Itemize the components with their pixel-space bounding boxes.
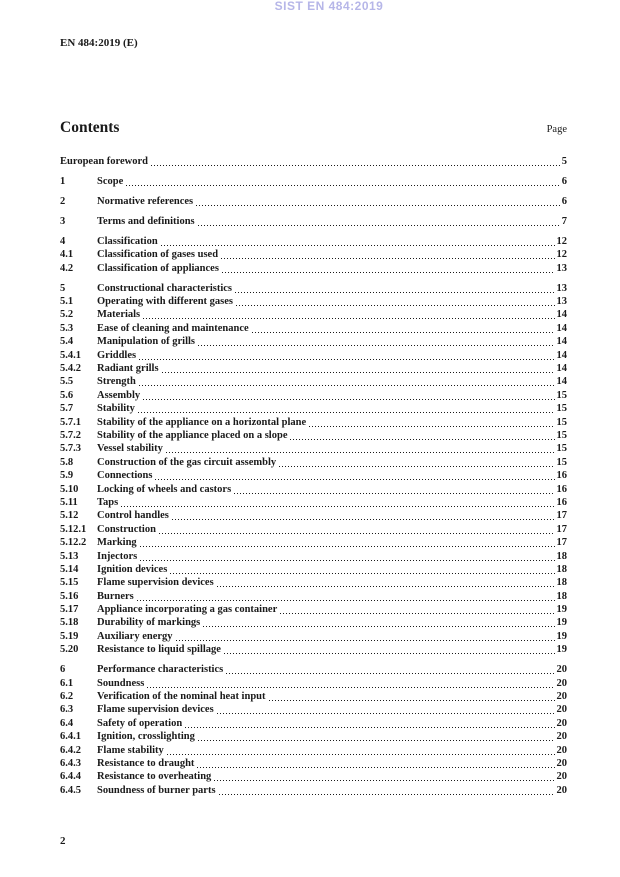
toc-entry-page: 6 xyxy=(561,195,567,207)
dot-leader xyxy=(235,282,554,293)
toc-row xyxy=(60,770,567,783)
toc-entry-label: Ignition, crosslighting xyxy=(97,731,195,743)
dot-leader xyxy=(198,730,555,741)
toc-row xyxy=(60,643,567,656)
toc-entry-number: 5.4.1 xyxy=(60,349,81,361)
toc-entry-page: 13 xyxy=(556,282,567,294)
toc-entry-page: 12 xyxy=(556,249,567,261)
toc-entry-label: Assembly xyxy=(97,389,141,401)
toc-entry-page: 14 xyxy=(556,309,567,321)
toc-entry-number: 5.9 xyxy=(60,470,74,482)
toc-entry-label: Flame supervision devices xyxy=(97,704,214,716)
toc-entry-number: 6.4.2 xyxy=(60,744,81,756)
toc-row xyxy=(60,690,567,703)
dot-leader xyxy=(143,308,554,319)
toc-entry-page: 15 xyxy=(556,430,567,441)
toc-entry-label: Soundness of burner parts xyxy=(97,784,216,796)
toc-row xyxy=(60,483,567,496)
toc-entry-label: Soundness xyxy=(97,677,145,689)
toc-entry-label: Resistance to liquid spillage xyxy=(97,644,221,656)
dot-leader xyxy=(137,590,555,601)
toc-row xyxy=(60,402,567,415)
toc-entry-number: 6.4.4 xyxy=(60,771,81,783)
dot-leader xyxy=(224,643,555,654)
dot-leader xyxy=(309,416,554,427)
toc-row xyxy=(60,590,567,603)
toc-entry-page: 20 xyxy=(556,744,567,756)
toc-entry-number: 2 xyxy=(60,195,66,207)
dot-leader xyxy=(226,663,554,674)
toc-entry-page: 17 xyxy=(556,510,567,522)
toc-row xyxy=(60,603,567,616)
toc-entry-page: 17 xyxy=(556,523,567,535)
toc-entry-label: Control handles xyxy=(97,510,169,522)
dot-leader xyxy=(221,248,554,259)
toc-row xyxy=(60,509,567,522)
toc-entry-label: European foreword xyxy=(60,156,148,167)
toc-entry-number: 5.15 xyxy=(60,577,79,589)
toc-entry-page: 20 xyxy=(556,704,567,716)
toc-entry-number: 5.2 xyxy=(60,309,74,321)
dot-leader xyxy=(219,784,555,795)
toc-entry-page: 19 xyxy=(556,617,567,629)
toc-entry-number: 5.5 xyxy=(60,376,74,388)
toc-row xyxy=(60,416,567,429)
dot-leader xyxy=(166,442,555,453)
toc-row xyxy=(60,389,567,402)
toc-entry-number: 5.16 xyxy=(60,590,79,602)
toc-entry-label: Marking xyxy=(97,537,137,549)
toc-entry-number: 5.7 xyxy=(60,403,74,415)
page-column-label: Page xyxy=(546,124,567,135)
dot-leader xyxy=(203,616,554,627)
toc-entry-number: 5.3 xyxy=(60,322,74,334)
toc-entry-label: Terms and definitions xyxy=(97,215,195,227)
toc-entry-number: 5.8 xyxy=(60,456,74,468)
toc-entry-page: 12 xyxy=(556,235,567,247)
toc-entry-page: 19 xyxy=(556,630,567,642)
toc-entry-page: 20 xyxy=(556,677,567,689)
toc-row xyxy=(60,744,567,757)
toc-entry-page: 13 xyxy=(556,296,567,308)
toc-entry-number: 5.7.1 xyxy=(60,416,81,428)
toc-entry-label: Taps xyxy=(97,496,119,508)
toc-row xyxy=(60,322,567,335)
toc-entry-page: 15 xyxy=(556,443,567,455)
toc-entry-label: Connections xyxy=(97,470,153,482)
toc-row xyxy=(60,362,567,375)
dot-leader xyxy=(269,690,555,701)
toc-entry-page: 19 xyxy=(556,604,567,616)
toc-entry-label: Stability of the appliance placed on a slope xyxy=(97,430,288,441)
toc-entry-page: 14 xyxy=(556,322,567,334)
toc-entry-page: 6 xyxy=(561,175,567,187)
dot-leader xyxy=(140,550,554,561)
toc-entry-page: 19 xyxy=(556,644,567,656)
toc-entry-number: 1 xyxy=(60,175,66,187)
toc-entry-number: 6 xyxy=(60,664,66,676)
toc-row xyxy=(60,442,567,455)
dot-leader xyxy=(217,703,555,714)
toc-entry-number: 5.7.3 xyxy=(60,443,81,455)
toc-entry-label: Griddles xyxy=(97,349,137,361)
toc-row xyxy=(60,703,567,716)
toc-row xyxy=(60,717,567,730)
toc-entry-page: 15 xyxy=(556,456,567,468)
toc-row xyxy=(60,550,567,563)
toc-entry-page: 15 xyxy=(556,416,567,428)
doc-reference: EN 484:2019 (E) xyxy=(60,37,138,49)
toc-entry-number: 6.2 xyxy=(60,691,74,703)
dot-leader xyxy=(143,389,554,400)
toc-entry-page: 14 xyxy=(556,349,567,361)
toc-entry-number: 3 xyxy=(60,215,66,227)
toc-entry-label: Classification of appliances xyxy=(97,262,219,274)
toc-entry-page: 14 xyxy=(556,363,567,375)
dot-leader xyxy=(198,335,554,346)
toc-entry-number: 5.12.2 xyxy=(60,537,87,549)
toc-entry-number: 6.4 xyxy=(60,717,74,729)
toc-entry-page: 20 xyxy=(556,731,567,743)
toc-entry-label: Injectors xyxy=(97,550,138,562)
toc-entry-label: Scope xyxy=(97,175,124,187)
toc-entry-number: 5.6 xyxy=(60,389,74,401)
toc-row xyxy=(60,215,567,228)
toc-entry-page: 20 xyxy=(556,757,567,769)
dot-leader xyxy=(126,175,560,186)
dot-leader xyxy=(140,536,555,547)
toc-row xyxy=(60,730,567,743)
toc-entry-number: 5.12.1 xyxy=(60,523,87,535)
toc-entry-label: Stability of the appliance on a horizontal plane xyxy=(97,416,307,428)
toc-row xyxy=(60,349,567,362)
toc-entry-number: 6.3 xyxy=(60,704,74,716)
dot-leader xyxy=(236,295,554,306)
dot-leader xyxy=(162,362,555,373)
toc-entry-page: 14 xyxy=(556,376,567,388)
toc-row xyxy=(60,456,567,469)
dot-leader xyxy=(214,770,554,781)
dot-leader xyxy=(222,262,555,273)
toc-entry-number: 5.1 xyxy=(60,296,74,308)
toc-row xyxy=(60,295,567,308)
toc-row xyxy=(60,155,567,168)
toc-entry-page: 16 xyxy=(556,470,567,482)
toc-row xyxy=(60,576,567,589)
toc-entry-page: 20 xyxy=(556,784,567,796)
dot-leader xyxy=(139,349,554,360)
dot-leader xyxy=(159,523,555,534)
toc-entry-number: 5.13 xyxy=(60,550,79,562)
toc-entry-label: Operating with different gases xyxy=(97,296,234,308)
toc-row xyxy=(60,195,567,208)
toc-entry-label: Radiant grills xyxy=(97,363,159,375)
dot-leader xyxy=(161,235,555,246)
dot-leader xyxy=(172,509,555,520)
watermark: SIST EN 484:2019 xyxy=(274,0,384,13)
toc-entry-number: 5.18 xyxy=(60,617,79,629)
dot-leader xyxy=(217,576,555,587)
toc-entry-label: Construction of the gas circuit assembly xyxy=(97,456,277,468)
toc-list xyxy=(60,155,567,797)
toc-entry-label: Strength xyxy=(97,376,136,388)
toc-entry-label: Resistance to draught xyxy=(97,757,195,769)
toc-entry-number: 5.19 xyxy=(60,630,79,642)
toc-entry-number: 6.4.5 xyxy=(60,784,81,796)
toc-entry-number: 5.11 xyxy=(60,496,78,508)
toc-entry-page: 7 xyxy=(561,215,567,227)
toc-row xyxy=(60,375,567,388)
dot-leader xyxy=(138,402,555,413)
toc-entry-page: 18 xyxy=(556,563,567,575)
toc-entry-number: 6.4.3 xyxy=(60,757,81,769)
toc-entry-number: 5 xyxy=(60,282,66,294)
toc-row xyxy=(60,282,567,295)
toc-entry-number: 5.10 xyxy=(60,483,79,495)
dot-leader xyxy=(185,717,554,728)
toc-entry-page: 18 xyxy=(556,590,567,602)
toc-entry-label: Normative references xyxy=(97,195,194,207)
dot-leader xyxy=(279,456,554,467)
toc-row xyxy=(60,335,567,348)
toc-entry-label: Appliance incorporating a gas container xyxy=(97,604,278,616)
toc-row xyxy=(60,248,567,261)
dot-leader xyxy=(147,677,554,688)
dot-leader xyxy=(151,155,560,166)
contents-title: Contents xyxy=(60,119,120,136)
toc-row xyxy=(60,262,567,275)
toc-entry-label: Manipulation of grills xyxy=(97,336,196,348)
toc-entry-number: 5.7.2 xyxy=(60,430,81,441)
toc-entry-number: 5.4.2 xyxy=(60,363,81,375)
toc-entry-page: 5 xyxy=(561,156,567,167)
toc-entry-label: Ease of cleaning and maintenance xyxy=(97,322,249,334)
toc-row xyxy=(60,757,567,770)
toc-entry-page: 20 xyxy=(556,664,567,676)
toc-row xyxy=(60,235,567,248)
toc-entry-number: 4 xyxy=(60,235,66,247)
toc-row xyxy=(60,308,567,321)
toc-row xyxy=(60,523,567,536)
dot-leader xyxy=(176,630,555,641)
toc-entry-page: 17 xyxy=(556,537,567,549)
toc-entry-number: 5.4 xyxy=(60,336,74,348)
page-footer-number: 2 xyxy=(60,835,66,847)
toc-row xyxy=(60,563,567,576)
toc-entry-number: 5.12 xyxy=(60,510,79,522)
dot-leader xyxy=(155,469,554,480)
toc-row xyxy=(60,677,567,690)
toc-entry-label: Construction xyxy=(97,523,156,535)
contents-heading xyxy=(60,119,567,137)
toc-row xyxy=(60,630,567,643)
toc-entry-label: Safety of operation xyxy=(97,717,183,729)
toc-row xyxy=(60,616,567,629)
toc-row xyxy=(60,469,567,482)
dot-leader xyxy=(198,215,560,226)
dot-leader xyxy=(196,195,560,206)
toc-entry-label: Stability xyxy=(97,403,135,415)
toc-entry-label: Performance characteristics xyxy=(97,664,224,676)
toc-entry-label: Auxiliary energy xyxy=(97,630,173,642)
toc-entry-number: 6.4.1 xyxy=(60,731,81,743)
toc-entry-label: Classification of gases used xyxy=(97,249,219,261)
toc-entry-number: 5.17 xyxy=(60,604,79,616)
dot-leader xyxy=(252,322,555,333)
toc-entry-page: 20 xyxy=(556,691,567,703)
toc-entry-label: Constructional characteristics xyxy=(97,282,233,294)
dot-leader xyxy=(170,563,554,574)
toc-entry-page: 18 xyxy=(556,550,567,562)
toc-entry-number: 4.1 xyxy=(60,249,74,261)
toc-entry-label: Flame supervision devices xyxy=(97,577,214,589)
toc-entry-label: Durability of markings xyxy=(97,617,201,629)
toc-entry-label: Vessel stability xyxy=(97,443,163,455)
toc-entry-label: Flame stability xyxy=(97,744,164,756)
toc-entry-number: 5.14 xyxy=(60,563,79,575)
toc-row xyxy=(60,536,567,549)
toc-entry-label: Materials xyxy=(97,309,141,321)
toc-row xyxy=(60,496,567,509)
dot-leader xyxy=(197,757,554,768)
toc-entry-label: Verification of the nominal heat input xyxy=(97,691,266,703)
dot-leader xyxy=(139,375,555,386)
toc-entry-number: 4.2 xyxy=(60,262,74,274)
toc-row xyxy=(60,663,567,676)
toc-row xyxy=(60,429,567,442)
dot-leader xyxy=(280,603,554,614)
toc-entry-page: 18 xyxy=(556,577,567,589)
toc-entry-page: 16 xyxy=(556,483,567,495)
dot-leader xyxy=(290,429,554,440)
toc-entry-page: 13 xyxy=(556,262,567,274)
toc-entry-label: Classification xyxy=(97,235,158,247)
toc-entry-page: 16 xyxy=(556,496,567,508)
toc-row xyxy=(60,784,567,797)
toc-entry-label: Locking of wheels and castors xyxy=(97,483,232,495)
toc-entry-page: 20 xyxy=(556,771,567,783)
toc-entry-page: 15 xyxy=(556,403,567,415)
toc-entry-page: 20 xyxy=(556,717,567,729)
dot-leader xyxy=(121,496,554,507)
toc-entry-page: 14 xyxy=(556,336,567,348)
toc-entry-page: 15 xyxy=(556,389,567,401)
toc-entry-label: Resistance to overheating xyxy=(97,771,212,783)
toc-entry-label: Burners xyxy=(97,590,134,602)
toc-row xyxy=(60,175,567,188)
toc-entry-label: Ignition devices xyxy=(97,563,168,575)
toc-entry-number: 6.1 xyxy=(60,677,74,689)
dot-leader xyxy=(234,483,554,494)
dot-leader xyxy=(167,744,555,755)
toc-entry-number: 5.20 xyxy=(60,644,79,656)
